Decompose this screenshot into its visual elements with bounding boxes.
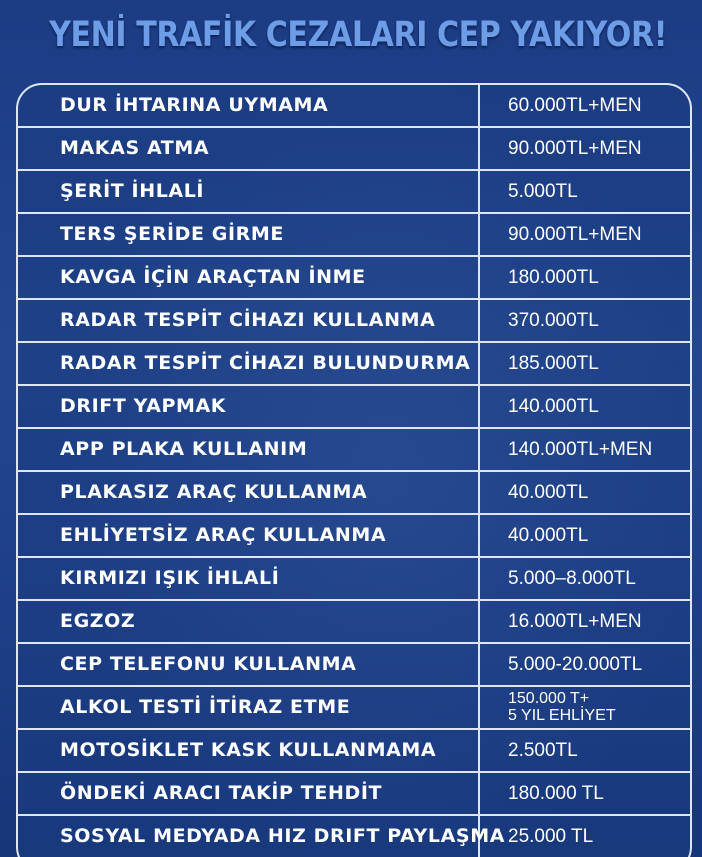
table-row	[18, 300, 690, 343]
offense-cell: ÖNDEKİ ARACI TAKİP TEHDİT	[60, 782, 383, 804]
fine-cell: 25.000 TL	[508, 826, 594, 847]
offense-cell: DUR İHTARINA UYMAMA	[60, 94, 329, 116]
fine-cell: 90.000TL+MEN	[508, 224, 642, 245]
offense-cell: ŞERİT İHLALİ	[60, 180, 205, 202]
table-row	[18, 171, 690, 214]
offense-cell: KIRMIZI IŞIK İHLALİ	[60, 567, 280, 589]
table-row	[18, 429, 690, 472]
table-row	[18, 558, 690, 601]
table-row	[18, 128, 690, 171]
offense-cell: CEP TELEFONU KULLANMA	[60, 653, 357, 675]
offense-cell: RADAR TESPİT CİHAZI BULUNDURMA	[60, 352, 471, 374]
fine-cell: 140.000TL+MEN	[508, 439, 653, 460]
offense-cell: PLAKASIZ ARAÇ KULLANMA	[60, 481, 368, 503]
fine-cell: 185.000TL	[508, 353, 599, 374]
offense-cell: EGZOZ	[60, 610, 136, 632]
page-title: YENİ TRAFİK CEZALARI CEP YAKIYOR!	[49, 15, 667, 55]
table-row	[18, 816, 690, 857]
offense-cell: DRIFT YAPMAK	[60, 395, 227, 417]
table-row	[18, 257, 690, 300]
fines-table	[16, 83, 692, 857]
table-row	[18, 644, 690, 687]
table-row	[18, 687, 690, 730]
fine-cell: 140.000TL	[508, 396, 599, 417]
offense-cell: MAKAS ATMA	[60, 137, 210, 159]
fine-cell: 5.000-20.000TL	[508, 654, 643, 675]
fine-cell: 16.000TL+MEN	[508, 611, 642, 632]
table-row	[18, 214, 690, 257]
table-row	[18, 343, 690, 386]
offense-cell: RADAR TESPİT CİHAZI KULLANMA	[60, 309, 436, 331]
fine-line-2: 5 YIL EHLİYET	[508, 707, 616, 724]
fine-cell: 370.000TL	[508, 310, 599, 331]
offense-cell: TERS ŞERİDE GİRME	[60, 223, 284, 245]
fine-cell: 180.000 TL	[508, 783, 604, 804]
fine-cell	[508, 690, 616, 731]
fine-cell: 40.000TL	[508, 482, 589, 503]
fine-cell: 40.000TL	[508, 525, 589, 546]
table-row	[18, 386, 690, 429]
offense-cell: SOSYAL MEDYADA HIZ DRIFT PAYLAŞMA	[60, 825, 506, 847]
table-row	[18, 773, 690, 816]
fine-cell: 90.000TL+MEN	[508, 138, 642, 159]
table-row	[18, 730, 690, 773]
fine-cell: 5.000TL	[508, 181, 578, 202]
fine-cell: 60.000TL+MEN	[508, 95, 642, 116]
offense-cell: ALKOL TESTİ İTİRAZ ETME	[60, 696, 351, 718]
table-row	[18, 515, 690, 558]
offense-cell: MOTOSİKLET KASK KULLANMAMA	[60, 739, 437, 761]
fine-line-1: 150.000 T+	[508, 690, 590, 707]
offense-cell: EHLİYETSİZ ARAÇ KULLANMA	[60, 524, 387, 546]
offense-cell: APP PLAKA KULLANIM	[60, 438, 308, 460]
table-row	[18, 601, 690, 644]
table-row	[18, 85, 690, 128]
fine-cell: 2.500TL	[508, 740, 578, 761]
fine-cell: 5.000–8.000TL	[508, 568, 636, 589]
offense-cell: KAVGA İÇİN ARAÇTAN İNME	[60, 266, 366, 288]
table-row	[18, 472, 690, 515]
fine-cell: 180.000TL	[508, 267, 599, 288]
